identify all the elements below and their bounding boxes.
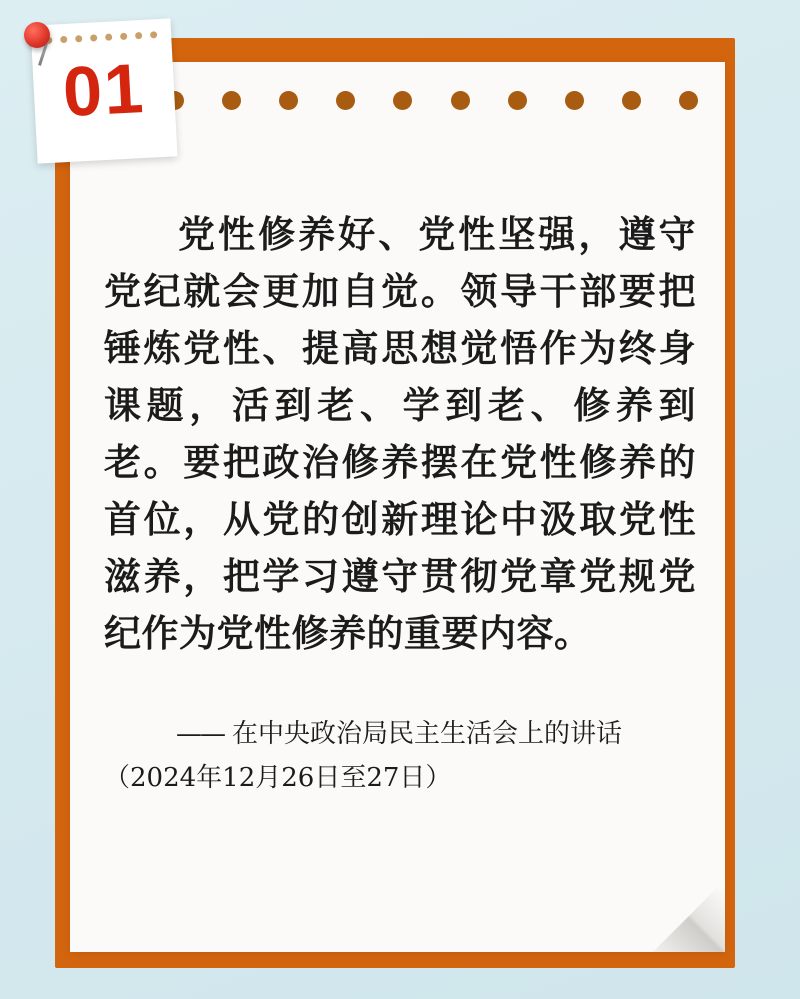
perforation-dot [622, 91, 641, 110]
attribution-source: 在中央政治局民主生活会上的讲话 [232, 719, 623, 749]
calendar-hole [120, 33, 127, 40]
perforation-dot [679, 91, 698, 110]
perforation-dot [508, 91, 527, 110]
attribution-block [104, 712, 696, 800]
perforation-dot [393, 91, 412, 110]
calendar-hole [75, 35, 82, 42]
quote-text: 党性修养好、党性坚强，遵守党纪就会更加自觉。领导干部要把锤炼党性、提高思想觉悟作为终身课题，活到老、学到老、修养到老。要把政治修养摆在党性修养的首位，从党的创新理论中汲取党性滋养，把学习遵守贯彻党章党规党纪作为党性修养的重要内容。 [104, 212, 696, 655]
perforation-dot [565, 91, 584, 110]
perforation-dot [222, 91, 241, 110]
pushpin-icon [24, 22, 50, 48]
card-index-number: 01 [61, 48, 147, 132]
calendar-hole [90, 34, 97, 41]
calendar-hole [60, 36, 67, 43]
calendar-hole [105, 34, 112, 41]
attribution-dash: —— [176, 719, 224, 749]
attribution-source-line [104, 712, 696, 756]
perforation-dots-row [108, 86, 698, 114]
calendar-tab [30, 18, 177, 163]
calendar-hole [150, 31, 157, 38]
perforation-dot [451, 91, 470, 110]
perforation-dot [336, 91, 355, 110]
perforation-dot [279, 91, 298, 110]
calendar-holes [45, 31, 157, 44]
attribution-date: （2024年12月26日至27日） [104, 763, 452, 793]
calendar-hole [135, 32, 142, 39]
